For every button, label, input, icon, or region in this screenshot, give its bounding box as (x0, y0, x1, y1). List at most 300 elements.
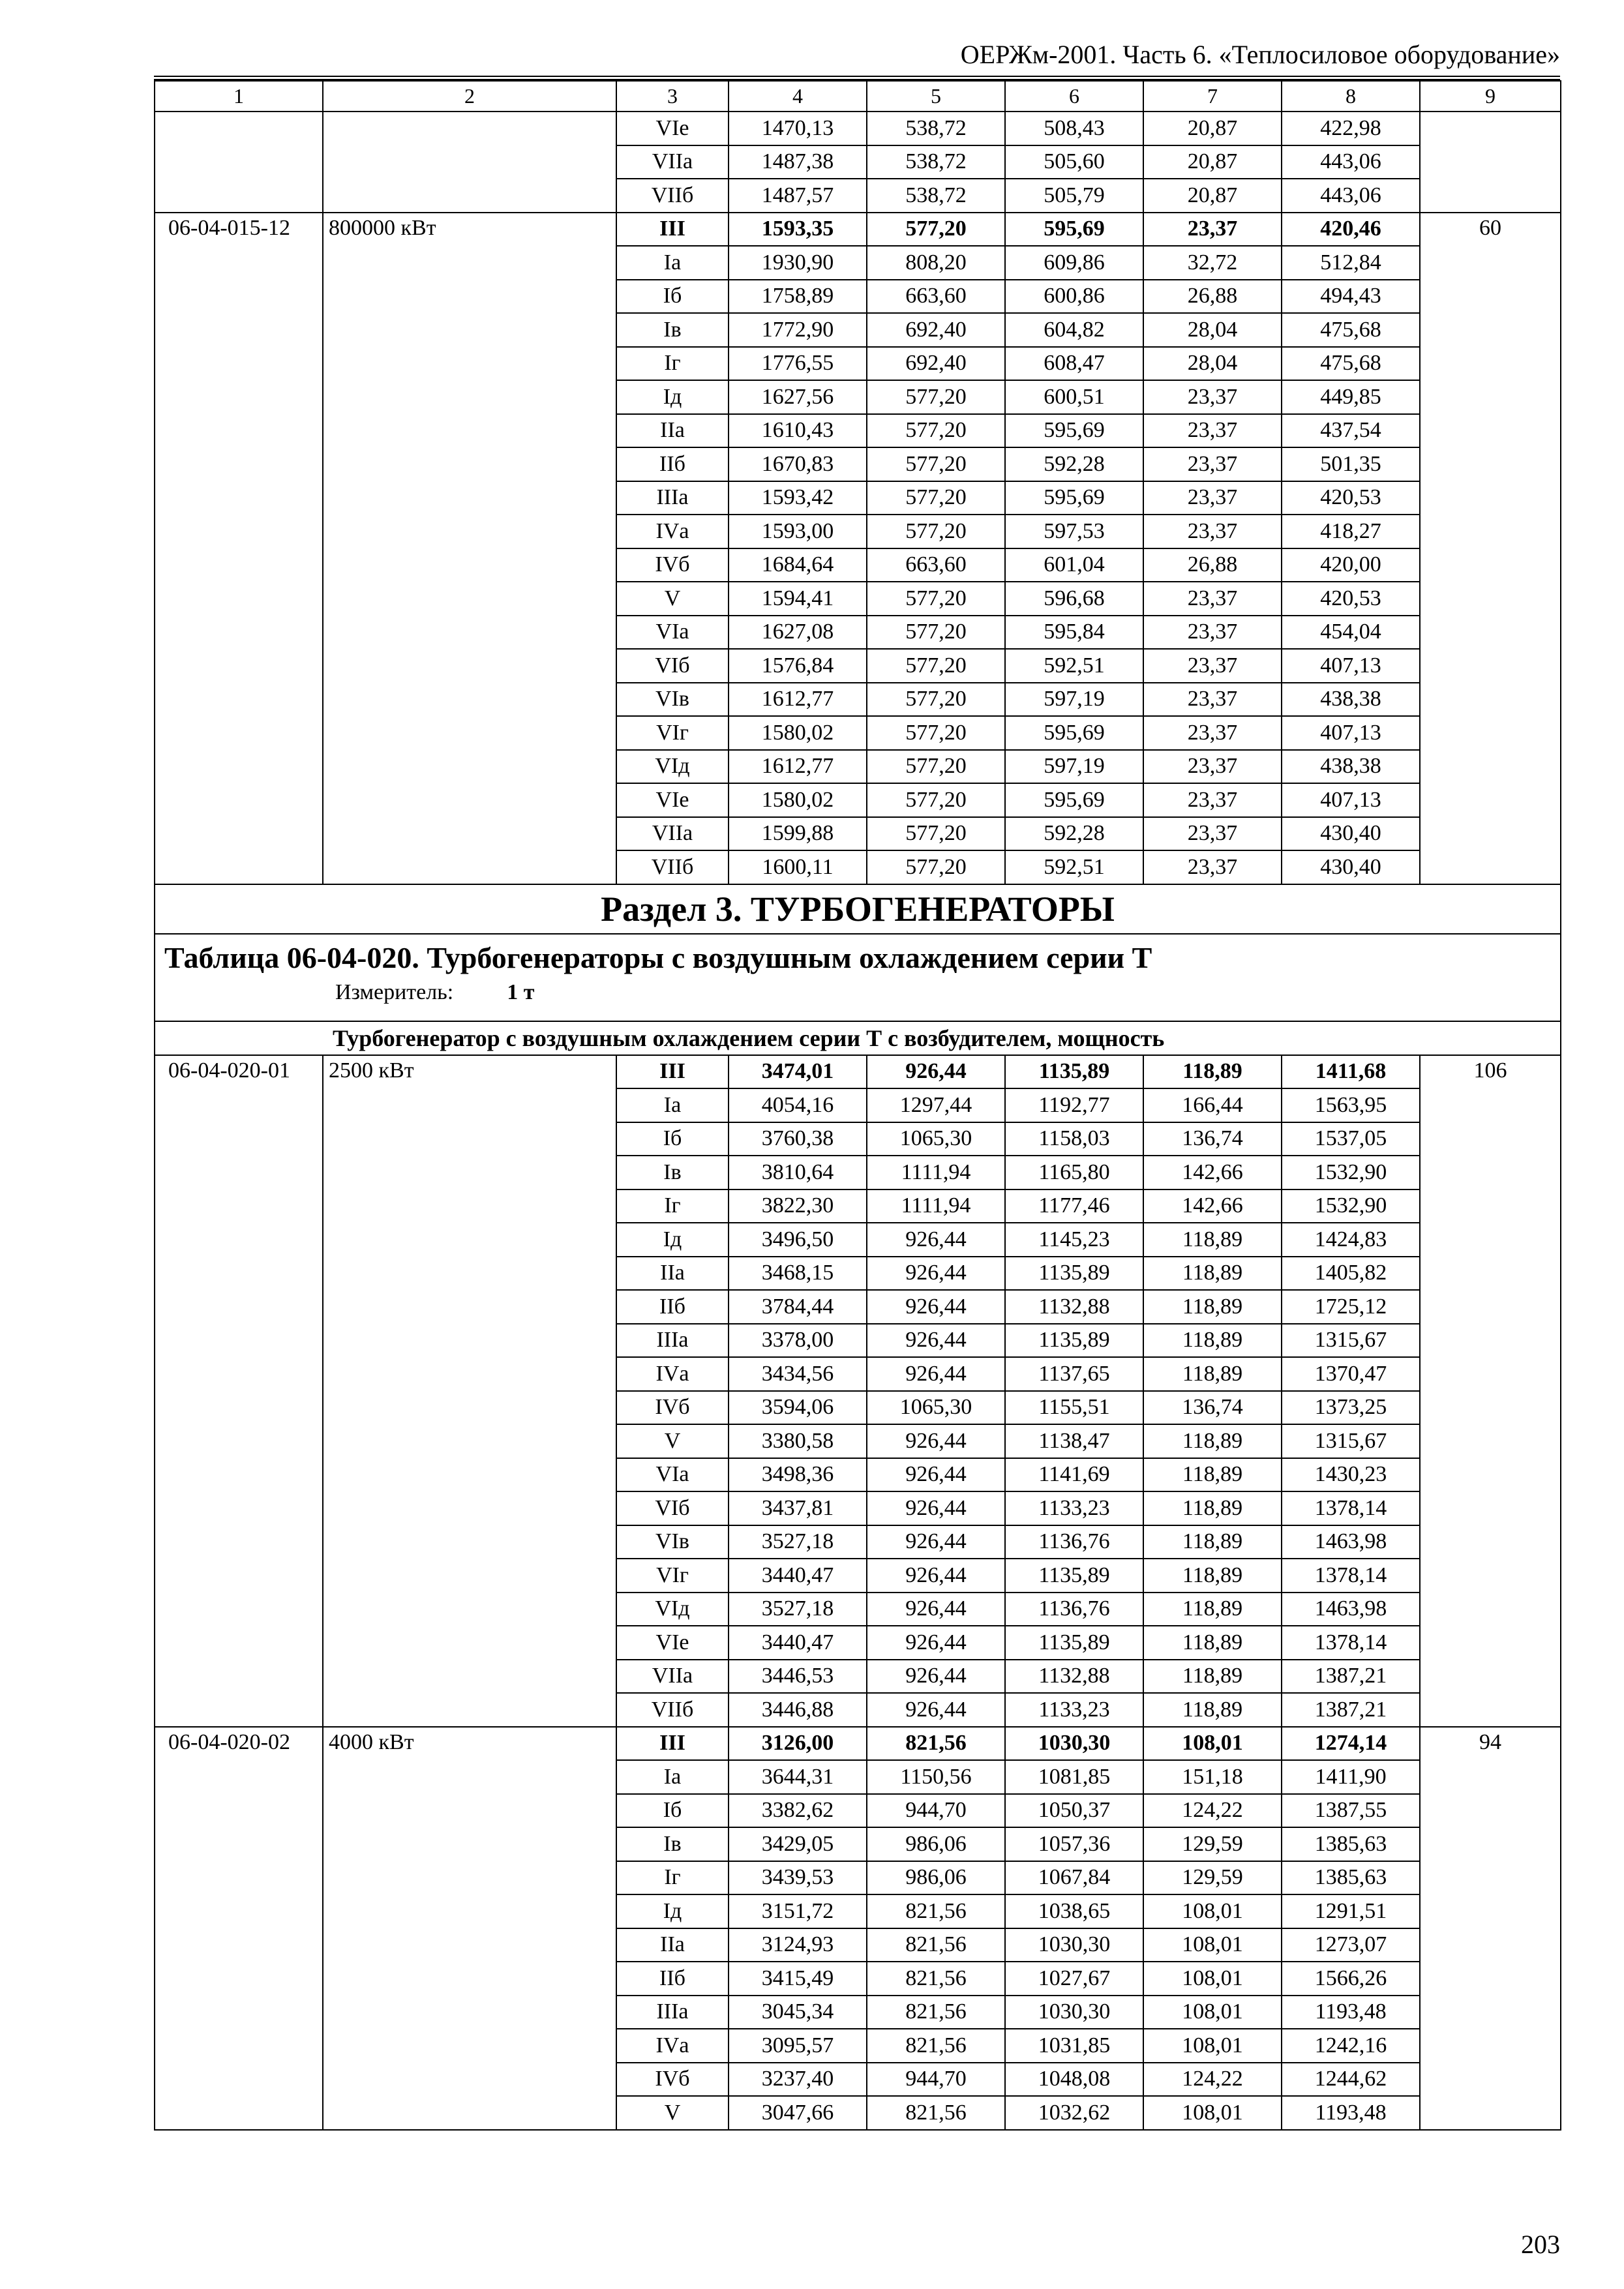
value-cell: 1463,98 (1282, 1593, 1420, 1626)
column-number: 6 (1005, 81, 1143, 112)
rates-table-body (155, 81, 1561, 2130)
value-cell: 23,37 (1143, 380, 1282, 414)
column-number: 8 (1282, 81, 1420, 112)
value-cell: 577,20 (867, 616, 1005, 650)
value-cell: 1593,00 (729, 515, 867, 548)
value-cell: 926,44 (867, 1491, 1005, 1525)
value-cell: 1758,89 (729, 280, 867, 314)
value-cell: 420,53 (1282, 582, 1420, 616)
zone-cell: VIе (616, 1626, 729, 1660)
value-cell: 118,89 (1143, 1055, 1282, 1089)
value-cell: 601,04 (1005, 548, 1143, 582)
zone-cell: Iд (616, 1223, 729, 1257)
value-cell: 1599,88 (729, 817, 867, 851)
rate-code (155, 112, 323, 213)
section-title: Раздел 3. ТУРБОГЕНЕРАТОРЫ (155, 884, 1561, 934)
value-cell: 1133,23 (1005, 1693, 1143, 1727)
value-cell: 136,74 (1143, 1391, 1282, 1425)
value-cell: 118,89 (1143, 1626, 1282, 1660)
value-cell: 1141,69 (1005, 1458, 1143, 1492)
zone-cell: Iв (616, 313, 729, 347)
value-cell: 821,56 (867, 1894, 1005, 1928)
value-cell: 118,89 (1143, 1290, 1282, 1324)
value-cell: 3810,64 (729, 1156, 867, 1189)
value-cell: 23,37 (1143, 716, 1282, 750)
value-cell: 926,44 (867, 1257, 1005, 1291)
value-cell: 1177,46 (1005, 1189, 1143, 1223)
column-number: 5 (867, 81, 1005, 112)
value-cell: 1612,77 (729, 750, 867, 784)
value-cell: 118,89 (1143, 1525, 1282, 1559)
value-cell: 3124,93 (729, 1928, 867, 1962)
value-cell: 1378,14 (1282, 1559, 1420, 1593)
zone-cell: IIб (616, 447, 729, 481)
value-cell: 692,40 (867, 313, 1005, 347)
zone-cell: IVб (616, 1391, 729, 1425)
value-cell: 3527,18 (729, 1525, 867, 1559)
weight-cell: 94 (1420, 1727, 1561, 2130)
zone-cell: IIIа (616, 481, 729, 515)
value-cell: 926,44 (867, 1290, 1005, 1324)
zone-cell: VIа (616, 616, 729, 650)
value-cell: 926,44 (867, 1055, 1005, 1089)
value-cell: 1242,16 (1282, 2029, 1420, 2063)
value-cell: 608,47 (1005, 347, 1143, 381)
rate-code: 06-04-020-02 (155, 1727, 323, 2130)
value-cell: 592,51 (1005, 850, 1143, 884)
value-cell: 1145,23 (1005, 1223, 1143, 1257)
zone-cell: IIIа (616, 1996, 729, 2029)
value-cell: 821,56 (867, 1996, 1005, 2029)
zone-cell: VIв (616, 683, 729, 717)
value-cell: 118,89 (1143, 1257, 1282, 1291)
zone-cell: IIа (616, 1928, 729, 1962)
value-cell: 1135,89 (1005, 1257, 1143, 1291)
zone-cell: IIб (616, 1290, 729, 1324)
zone-cell: VIб (616, 649, 729, 683)
zone-cell: VIд (616, 1593, 729, 1626)
table-row (155, 1055, 1561, 1089)
value-cell: 577,20 (867, 380, 1005, 414)
value-cell: 1387,55 (1282, 1794, 1420, 1828)
value-cell: 926,44 (867, 1593, 1005, 1626)
value-cell: 23,37 (1143, 683, 1282, 717)
value-cell: 28,04 (1143, 313, 1282, 347)
value-cell: 1297,44 (867, 1088, 1005, 1122)
value-cell: 422,98 (1282, 112, 1420, 145)
value-cell: 118,89 (1143, 1693, 1282, 1727)
value-cell: 1193,48 (1282, 1996, 1420, 2029)
value-cell: 821,56 (867, 2096, 1005, 2130)
value-cell: 1030,30 (1005, 1727, 1143, 1761)
zone-cell: VIе (616, 112, 729, 145)
value-cell: 118,89 (1143, 1593, 1282, 1626)
value-cell: 926,44 (867, 1223, 1005, 1257)
zone-cell: Iб (616, 1122, 729, 1156)
value-cell: 1424,83 (1282, 1223, 1420, 1257)
value-cell: 1580,02 (729, 783, 867, 817)
zone-cell: Iг (616, 1861, 729, 1895)
rate-name: 800000 кВт (323, 213, 616, 884)
value-cell: 3382,62 (729, 1794, 867, 1828)
value-cell: 3378,00 (729, 1324, 867, 1358)
value-cell: 1030,30 (1005, 1996, 1143, 2029)
value-cell: 926,44 (867, 1458, 1005, 1492)
value-cell: 1487,38 (729, 145, 867, 179)
value-cell: 663,60 (867, 548, 1005, 582)
value-cell: 1136,76 (1005, 1525, 1143, 1559)
value-cell: 1930,90 (729, 246, 867, 280)
value-cell: 142,66 (1143, 1156, 1282, 1189)
value-cell: 118,89 (1143, 1324, 1282, 1358)
zone-cell: VIв (616, 1525, 729, 1559)
value-cell: 604,82 (1005, 313, 1143, 347)
value-cell: 1030,30 (1005, 1928, 1143, 1962)
value-cell: 20,87 (1143, 179, 1282, 213)
value-cell: 407,13 (1282, 649, 1420, 683)
value-cell: 108,01 (1143, 1894, 1282, 1928)
value-cell: 577,20 (867, 447, 1005, 481)
value-cell: 508,43 (1005, 112, 1143, 145)
value-cell: 23,37 (1143, 850, 1282, 884)
value-cell: 3527,18 (729, 1593, 867, 1626)
zone-cell: VIIб (616, 850, 729, 884)
zone-cell: VIг (616, 1559, 729, 1593)
column-numbers-row (155, 81, 1561, 112)
zone-cell: IVб (616, 548, 729, 582)
value-cell: 108,01 (1143, 1962, 1282, 1996)
value-cell: 26,88 (1143, 548, 1282, 582)
value-cell: 926,44 (867, 1357, 1005, 1391)
value-cell: 1027,67 (1005, 1962, 1143, 1996)
value-cell: 1315,67 (1282, 1424, 1420, 1458)
value-cell: 1065,30 (867, 1391, 1005, 1425)
value-cell: 32,72 (1143, 246, 1282, 280)
value-cell: 592,51 (1005, 649, 1143, 683)
value-cell: 577,20 (867, 582, 1005, 616)
value-cell: 3644,31 (729, 1760, 867, 1794)
value-cell: 3237,40 (729, 2063, 867, 2097)
value-cell: 926,44 (867, 1693, 1005, 1727)
weight-cell: 106 (1420, 1055, 1561, 1727)
rate-name (323, 112, 616, 213)
value-cell: 1600,11 (729, 850, 867, 884)
zone-cell: VIг (616, 716, 729, 750)
value-cell: 407,13 (1282, 716, 1420, 750)
value-cell: 1563,95 (1282, 1088, 1420, 1122)
value-cell: 430,40 (1282, 850, 1420, 884)
value-cell: 23,37 (1143, 783, 1282, 817)
value-cell: 3446,88 (729, 1693, 867, 1727)
value-cell: 151,18 (1143, 1760, 1282, 1794)
value-cell: 118,89 (1143, 1357, 1282, 1391)
column-number: 4 (729, 81, 867, 112)
value-cell: 124,22 (1143, 2063, 1282, 2097)
value-cell: 577,20 (867, 850, 1005, 884)
value-cell: 3446,53 (729, 1660, 867, 1694)
value-cell: 1065,30 (867, 1122, 1005, 1156)
zone-cell: IVб (616, 2063, 729, 2097)
value-cell: 926,44 (867, 1626, 1005, 1660)
value-cell: 1487,57 (729, 179, 867, 213)
value-cell: 596,68 (1005, 582, 1143, 616)
unit-label: Измеритель: (335, 980, 454, 1004)
value-cell: 418,27 (1282, 515, 1420, 548)
value-cell: 4054,16 (729, 1088, 867, 1122)
value-cell: 124,22 (1143, 1794, 1282, 1828)
value-cell: 926,44 (867, 1660, 1005, 1694)
value-cell: 1405,82 (1282, 1257, 1420, 1291)
value-cell: 1111,94 (867, 1156, 1005, 1189)
value-cell: 1136,76 (1005, 1593, 1143, 1626)
value-cell: 129,59 (1143, 1861, 1282, 1895)
value-cell: 3594,06 (729, 1391, 867, 1425)
value-cell: 142,66 (1143, 1189, 1282, 1223)
value-cell: 1370,47 (1282, 1357, 1420, 1391)
value-cell: 3429,05 (729, 1827, 867, 1861)
value-cell: 1387,21 (1282, 1693, 1420, 1727)
value-cell: 1378,14 (1282, 1491, 1420, 1525)
value-cell: 595,69 (1005, 783, 1143, 817)
value-cell: 1158,03 (1005, 1122, 1143, 1156)
zone-cell: IVа (616, 515, 729, 548)
value-cell: 577,20 (867, 515, 1005, 548)
value-cell: 108,01 (1143, 2096, 1282, 2130)
rate-code: 06-04-015-12 (155, 213, 323, 884)
value-cell: 3784,44 (729, 1290, 867, 1324)
value-cell: 118,89 (1143, 1491, 1282, 1525)
value-cell: 1385,63 (1282, 1827, 1420, 1861)
value-cell: 129,59 (1143, 1827, 1282, 1861)
value-cell: 1776,55 (729, 347, 867, 381)
value-cell: 3045,34 (729, 1996, 867, 2029)
unit-line (164, 978, 1551, 1008)
value-cell: 3474,01 (729, 1055, 867, 1089)
zone-cell: Iа (616, 246, 729, 280)
value-cell: 20,87 (1143, 112, 1282, 145)
zone-cell: Iб (616, 280, 729, 314)
value-cell: 595,69 (1005, 213, 1143, 247)
value-cell: 1532,90 (1282, 1156, 1420, 1189)
value-cell: 118,89 (1143, 1458, 1282, 1492)
value-cell: 501,35 (1282, 447, 1420, 481)
zone-cell: IVа (616, 2029, 729, 2063)
unit-value: 1 т (507, 980, 535, 1004)
header-rule (154, 76, 1560, 80)
value-cell: 1593,35 (729, 213, 867, 247)
value-cell: 1081,85 (1005, 1760, 1143, 1794)
value-cell: 1291,51 (1282, 1894, 1420, 1928)
zone-cell: VIа (616, 1458, 729, 1492)
column-number: 1 (155, 81, 323, 112)
value-cell: 118,89 (1143, 1559, 1282, 1593)
value-cell: 1537,05 (1282, 1122, 1420, 1156)
table-title-row (155, 934, 1561, 1021)
value-cell: 3439,53 (729, 1861, 867, 1895)
value-cell: 3047,66 (729, 2096, 867, 2130)
value-cell: 118,89 (1143, 1424, 1282, 1458)
value-cell: 1111,94 (867, 1189, 1005, 1223)
value-cell: 926,44 (867, 1324, 1005, 1358)
value-cell: 595,84 (1005, 616, 1143, 650)
value-cell: 26,88 (1143, 280, 1282, 314)
value-cell: 23,37 (1143, 447, 1282, 481)
value-cell: 23,37 (1143, 414, 1282, 448)
value-cell: 3437,81 (729, 1491, 867, 1525)
zone-cell: Iа (616, 1760, 729, 1794)
value-cell: 3434,56 (729, 1357, 867, 1391)
value-cell: 505,60 (1005, 145, 1143, 179)
section-row (155, 884, 1561, 934)
value-cell: 1670,83 (729, 447, 867, 481)
column-number: 9 (1420, 81, 1561, 112)
value-cell: 136,74 (1143, 1122, 1282, 1156)
value-cell: 454,04 (1282, 616, 1420, 650)
value-cell: 808,20 (867, 246, 1005, 280)
value-cell: 3126,00 (729, 1727, 867, 1761)
value-cell: 595,69 (1005, 481, 1143, 515)
value-cell: 512,84 (1282, 246, 1420, 280)
value-cell: 1315,67 (1282, 1324, 1420, 1358)
value-cell: 443,06 (1282, 145, 1420, 179)
value-cell: 3440,47 (729, 1626, 867, 1660)
rates-table (154, 80, 1561, 2131)
zone-cell: VIIа (616, 817, 729, 851)
zone-cell: V (616, 1424, 729, 1458)
zone-cell: Iд (616, 1894, 729, 1928)
value-cell: 821,56 (867, 1727, 1005, 1761)
value-cell: 1373,25 (1282, 1391, 1420, 1425)
value-cell: 821,56 (867, 1928, 1005, 1962)
value-cell: 118,89 (1143, 1223, 1282, 1257)
value-cell: 577,20 (867, 683, 1005, 717)
rate-code: 06-04-020-01 (155, 1055, 323, 1727)
zone-cell: Iв (616, 1827, 729, 1861)
value-cell: 692,40 (867, 347, 1005, 381)
zone-cell: III (616, 1055, 729, 1089)
value-cell: 475,68 (1282, 347, 1420, 381)
value-cell: 1050,37 (1005, 1794, 1143, 1828)
zone-cell: Iб (616, 1794, 729, 1828)
value-cell: 538,72 (867, 112, 1005, 145)
value-cell: 597,19 (1005, 683, 1143, 717)
value-cell: 663,60 (867, 280, 1005, 314)
zone-cell: III (616, 1727, 729, 1761)
value-cell: 1627,56 (729, 380, 867, 414)
value-cell: 23,37 (1143, 481, 1282, 515)
value-cell: 1193,48 (1282, 2096, 1420, 2130)
value-cell: 1273,07 (1282, 1928, 1420, 1962)
zone-cell: IIIа (616, 1324, 729, 1358)
value-cell: 1627,08 (729, 616, 867, 650)
value-cell: 108,01 (1143, 1928, 1282, 1962)
value-cell: 1038,65 (1005, 1894, 1143, 1928)
value-cell: 1385,63 (1282, 1861, 1420, 1895)
column-number: 3 (616, 81, 729, 112)
value-cell: 986,06 (867, 1861, 1005, 1895)
zone-cell: Iв (616, 1156, 729, 1189)
value-cell: 538,72 (867, 145, 1005, 179)
value-cell: 3822,30 (729, 1189, 867, 1223)
value-cell: 1612,77 (729, 683, 867, 717)
zone-cell: VIд (616, 750, 729, 784)
value-cell: 1244,62 (1282, 2063, 1420, 2097)
value-cell: 3496,50 (729, 1223, 867, 1257)
page-number: 203 (1521, 2230, 1560, 2259)
table-row (155, 213, 1561, 247)
value-cell: 538,72 (867, 179, 1005, 213)
value-cell: 600,86 (1005, 280, 1143, 314)
table-row (155, 1727, 1561, 1761)
zone-cell: Iа (616, 1088, 729, 1122)
zone-cell: V (616, 2096, 729, 2130)
value-cell: 592,28 (1005, 447, 1143, 481)
zone-cell: Iг (616, 347, 729, 381)
value-cell: 443,06 (1282, 179, 1420, 213)
value-cell: 108,01 (1143, 1996, 1282, 2029)
value-cell: 1772,90 (729, 313, 867, 347)
value-cell: 1132,88 (1005, 1290, 1143, 1324)
value-cell: 1137,65 (1005, 1357, 1143, 1391)
zone-cell: Iг (616, 1189, 729, 1223)
zone-cell: IIа (616, 1257, 729, 1291)
value-cell: 430,40 (1282, 817, 1420, 851)
page-header: ОЕРЖм-2001. Часть 6. «Теплосиловое оборудование» (960, 40, 1560, 69)
value-cell: 1165,80 (1005, 1156, 1143, 1189)
value-cell: 108,01 (1143, 2029, 1282, 2063)
value-cell: 1411,68 (1282, 1055, 1420, 1089)
value-cell: 3151,72 (729, 1894, 867, 1928)
table-row (155, 112, 1561, 145)
zone-cell: IVа (616, 1357, 729, 1391)
value-cell: 1610,43 (729, 414, 867, 448)
zone-cell: VIе (616, 783, 729, 817)
value-cell: 438,38 (1282, 750, 1420, 784)
value-cell: 577,20 (867, 716, 1005, 750)
value-cell: 1725,12 (1282, 1290, 1420, 1324)
value-cell: 986,06 (867, 1827, 1005, 1861)
value-cell: 118,89 (1143, 1660, 1282, 1694)
value-cell: 3415,49 (729, 1962, 867, 1996)
value-cell: 23,37 (1143, 515, 1282, 548)
value-cell: 1594,41 (729, 582, 867, 616)
value-cell: 3440,47 (729, 1559, 867, 1593)
value-cell: 108,01 (1143, 1727, 1282, 1761)
value-cell: 595,69 (1005, 716, 1143, 750)
value-cell: 595,69 (1005, 414, 1143, 448)
zone-cell: VIIа (616, 145, 729, 179)
value-cell: 926,44 (867, 1424, 1005, 1458)
value-cell: 1566,26 (1282, 1962, 1420, 1996)
value-cell: 3760,38 (729, 1122, 867, 1156)
value-cell: 475,68 (1282, 313, 1420, 347)
value-cell: 926,44 (867, 1559, 1005, 1593)
value-cell: 821,56 (867, 2029, 1005, 2063)
value-cell: 1067,84 (1005, 1861, 1143, 1895)
value-cell: 1138,47 (1005, 1424, 1143, 1458)
value-cell: 944,70 (867, 2063, 1005, 2097)
value-cell: 505,79 (1005, 179, 1143, 213)
value-cell: 3498,36 (729, 1458, 867, 1492)
value-cell: 577,20 (867, 649, 1005, 683)
value-cell: 1135,89 (1005, 1559, 1143, 1593)
value-cell: 1135,89 (1005, 1055, 1143, 1089)
value-cell: 420,53 (1282, 481, 1420, 515)
value-cell: 1135,89 (1005, 1324, 1143, 1358)
value-cell: 420,46 (1282, 213, 1420, 247)
value-cell: 1031,85 (1005, 2029, 1143, 2063)
table-title-cell (155, 934, 1561, 1021)
